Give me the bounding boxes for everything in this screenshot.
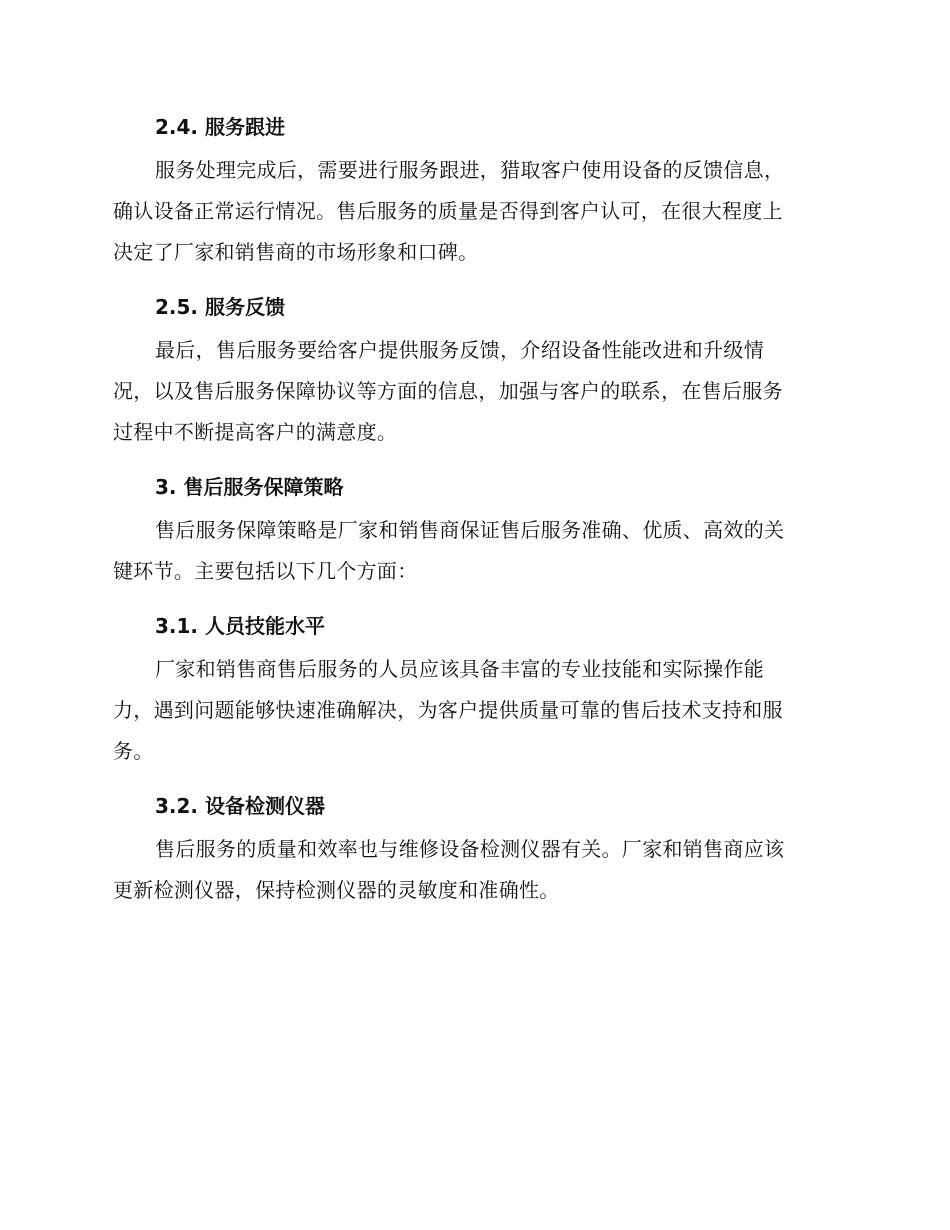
section-heading-3: 3. 售后服务保障策略	[155, 475, 344, 499]
section-paragraph-3	[113, 510, 833, 592]
section-heading-3-1: 3.1. 人员技能水平	[155, 614, 325, 638]
paragraph-line: 服务处理完成后，需要进行服务跟进，猎取客户使用设备的反馈信息，	[155, 158, 785, 182]
paragraph-line: 过程中不断提高客户的满意度。	[113, 420, 398, 444]
paragraph-line: 售后服务保障策略是厂家和销售商保证售后服务准确、优质、高效的关	[155, 518, 785, 542]
paragraph-line: 力，遇到问题能够快速准确解决，为客户提供质量可靠的售后技术支持和服	[113, 698, 783, 722]
section-heading-2-4: 2.4. 服务跟进	[155, 115, 285, 139]
paragraph-line: 决定了厂家和销售商的市场形象和口碑。	[113, 240, 479, 264]
paragraph-line: 售后服务的质量和效率也与维修设备检测仪器有关。厂家和销售商应该	[155, 837, 785, 861]
section-heading-2-5: 2.5. 服务反馈	[155, 295, 285, 319]
paragraph-line: 务。	[113, 739, 154, 763]
document-page	[113, 104, 833, 922]
paragraph-line: 厂家和销售商售后服务的人员应该具备丰富的专业技能和实际操作能	[155, 657, 764, 681]
section-paragraph-2-5	[113, 330, 833, 453]
paragraph-line: 况，以及售后服务保障协议等方面的信息，加强与客户的联系，在售后服务	[113, 379, 783, 403]
section-paragraph-2-4	[113, 150, 833, 273]
paragraph-line: 更新检测仪器，保持检测仪器的灵敏度和准确性。	[113, 878, 560, 902]
section-paragraph-3-2	[113, 829, 833, 911]
paragraph-line: 确认设备正常运行情况。售后服务的质量是否得到客户认可，在很大程度上	[113, 199, 783, 223]
paragraph-line: 最后，售后服务要给客户提供服务反馈，介绍设备性能改进和升级情	[155, 338, 764, 362]
section-paragraph-3-1	[113, 649, 833, 772]
paragraph-line: 键环节。主要包括以下几个方面：	[113, 559, 418, 583]
section-heading-3-2: 3.2. 设备检测仪器	[155, 794, 325, 818]
